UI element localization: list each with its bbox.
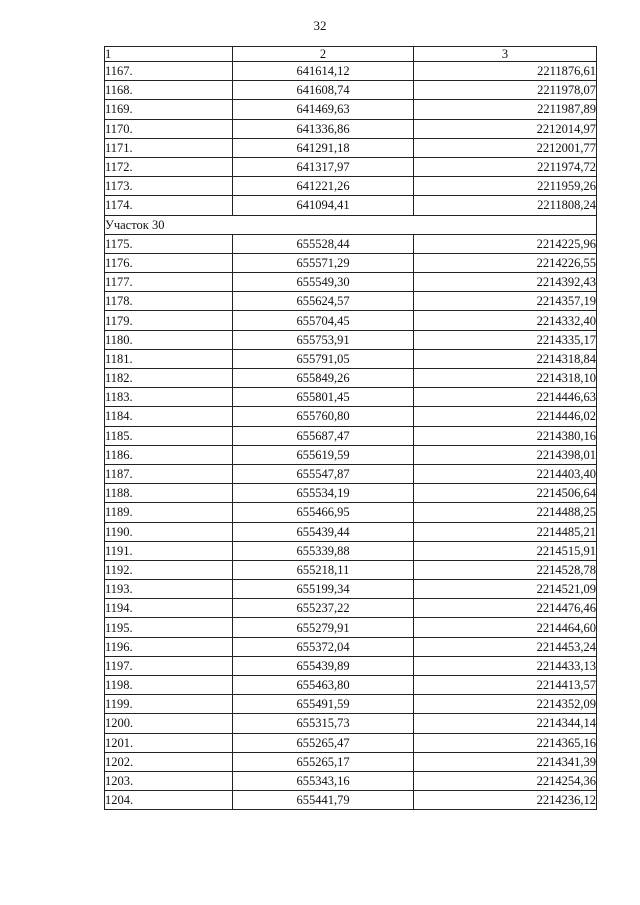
y-coordinate-cell: 2214236,12 — [414, 791, 597, 810]
x-coordinate-cell: 655439,44 — [233, 522, 414, 541]
y-coordinate-cell: 2212001,77 — [414, 138, 597, 157]
y-coordinate-cell: 2214318,84 — [414, 349, 597, 368]
section-title: Участок 30 — [105, 215, 597, 234]
y-coordinate-cell: 2214433,13 — [414, 656, 597, 675]
column-header-1: 1 — [105, 47, 233, 62]
y-coordinate-cell: 2211974,72 — [414, 157, 597, 176]
table-row — [105, 637, 597, 656]
x-coordinate-cell: 655801,45 — [233, 388, 414, 407]
x-coordinate-cell: 641608,74 — [233, 81, 414, 100]
point-number-cell: 1176. — [105, 253, 233, 272]
y-coordinate-cell: 2214521,09 — [414, 580, 597, 599]
x-coordinate-cell: 641291,18 — [233, 138, 414, 157]
table-row — [105, 445, 597, 464]
point-number-cell: 1201. — [105, 733, 233, 752]
table-row — [105, 62, 597, 81]
x-coordinate-cell: 655339,88 — [233, 541, 414, 560]
y-coordinate-cell: 2214485,21 — [414, 522, 597, 541]
x-coordinate-cell: 655199,34 — [233, 580, 414, 599]
point-number-cell: 1184. — [105, 407, 233, 426]
x-coordinate-cell: 655849,26 — [233, 369, 414, 388]
y-coordinate-cell: 2214341,39 — [414, 752, 597, 771]
point-number-cell: 1181. — [105, 349, 233, 368]
x-coordinate-cell: 655279,91 — [233, 618, 414, 637]
y-coordinate-cell: 2214476,46 — [414, 599, 597, 618]
table-row — [105, 580, 597, 599]
table-row — [105, 522, 597, 541]
x-coordinate-cell: 655619,59 — [233, 445, 414, 464]
table-row — [105, 560, 597, 579]
table-row — [105, 100, 597, 119]
x-coordinate-cell: 655547,87 — [233, 464, 414, 483]
x-coordinate-cell: 655372,04 — [233, 637, 414, 656]
y-coordinate-cell: 2214464,60 — [414, 618, 597, 637]
y-coordinate-cell: 2214365,16 — [414, 733, 597, 752]
point-number-cell: 1178. — [105, 292, 233, 311]
table-row — [105, 695, 597, 714]
table-row — [105, 656, 597, 675]
table-row — [105, 714, 597, 733]
y-coordinate-cell: 2214254,36 — [414, 771, 597, 790]
x-coordinate-cell: 655753,91 — [233, 330, 414, 349]
point-number-cell: 1194. — [105, 599, 233, 618]
x-coordinate-cell: 641094,41 — [233, 196, 414, 215]
y-coordinate-cell: 2214352,09 — [414, 695, 597, 714]
y-coordinate-cell: 2214398,01 — [414, 445, 597, 464]
y-coordinate-cell: 2214413,57 — [414, 676, 597, 695]
point-number-cell: 1196. — [105, 637, 233, 656]
table-row — [105, 388, 597, 407]
table-row — [105, 81, 597, 100]
x-coordinate-cell: 655265,47 — [233, 733, 414, 752]
table-row — [105, 273, 597, 292]
x-coordinate-cell: 655534,19 — [233, 484, 414, 503]
table-row — [105, 253, 597, 272]
table-row — [105, 733, 597, 752]
table-row — [105, 369, 597, 388]
point-number-cell: 1197. — [105, 656, 233, 675]
y-coordinate-cell: 2214515,91 — [414, 541, 597, 560]
x-coordinate-cell: 655218,11 — [233, 560, 414, 579]
coordinates-table — [104, 46, 597, 810]
x-coordinate-cell: 655571,29 — [233, 253, 414, 272]
table-row — [105, 349, 597, 368]
point-number-cell: 1186. — [105, 445, 233, 464]
point-number-cell: 1199. — [105, 695, 233, 714]
point-number-cell: 1203. — [105, 771, 233, 790]
x-coordinate-cell: 655549,30 — [233, 273, 414, 292]
y-coordinate-cell: 2214403,40 — [414, 464, 597, 483]
table-row — [105, 292, 597, 311]
table-row — [105, 599, 597, 618]
table-row — [105, 618, 597, 637]
y-coordinate-cell: 2214380,16 — [414, 426, 597, 445]
table-row — [105, 791, 597, 810]
page-number: 32 — [313, 18, 327, 33]
point-number-cell: 1174. — [105, 196, 233, 215]
x-coordinate-cell: 655704,45 — [233, 311, 414, 330]
y-coordinate-cell: 2211978,07 — [414, 81, 597, 100]
x-coordinate-cell: 655441,79 — [233, 791, 414, 810]
point-number-cell: 1191. — [105, 541, 233, 560]
point-number-cell: 1188. — [105, 484, 233, 503]
y-coordinate-cell: 2214225,96 — [414, 234, 597, 253]
point-number-cell: 1190. — [105, 522, 233, 541]
point-number-cell: 1198. — [105, 676, 233, 695]
column-header-2: 2 — [233, 47, 414, 62]
column-header-3: 3 — [414, 47, 597, 62]
y-coordinate-cell: 2214344,14 — [414, 714, 597, 733]
table-row — [105, 676, 597, 695]
point-number-cell: 1182. — [105, 369, 233, 388]
x-coordinate-cell: 655439,89 — [233, 656, 414, 675]
table-row — [105, 234, 597, 253]
point-number-cell: 1175. — [105, 234, 233, 253]
table-body — [105, 62, 597, 810]
x-coordinate-cell: 655265,17 — [233, 752, 414, 771]
y-coordinate-cell: 2214392,43 — [414, 273, 597, 292]
y-coordinate-cell: 2214453,24 — [414, 637, 597, 656]
point-number-cell: 1192. — [105, 560, 233, 579]
x-coordinate-cell: 655466,95 — [233, 503, 414, 522]
point-number-cell: 1179. — [105, 311, 233, 330]
y-coordinate-cell: 2214357,19 — [414, 292, 597, 311]
point-number-cell: 1180. — [105, 330, 233, 349]
x-coordinate-cell: 655791,05 — [233, 349, 414, 368]
point-number-cell: 1187. — [105, 464, 233, 483]
table-row — [105, 426, 597, 445]
point-number-cell: 1170. — [105, 119, 233, 138]
table-row — [105, 311, 597, 330]
table-row — [105, 177, 597, 196]
point-number-cell: 1172. — [105, 157, 233, 176]
table-row — [105, 752, 597, 771]
point-number-cell: 1195. — [105, 618, 233, 637]
x-coordinate-cell: 655528,44 — [233, 234, 414, 253]
y-coordinate-cell: 2214488,25 — [414, 503, 597, 522]
table-row — [105, 138, 597, 157]
point-number-cell: 1200. — [105, 714, 233, 733]
point-number-cell: 1204. — [105, 791, 233, 810]
x-coordinate-cell: 655237,22 — [233, 599, 414, 618]
y-coordinate-cell: 2211959,26 — [414, 177, 597, 196]
y-coordinate-cell: 2212014,97 — [414, 119, 597, 138]
point-number-cell: 1183. — [105, 388, 233, 407]
y-coordinate-cell: 2211808,24 — [414, 196, 597, 215]
table-row — [105, 330, 597, 349]
y-coordinate-cell: 2214226,55 — [414, 253, 597, 272]
y-coordinate-cell: 2211876,61 — [414, 62, 597, 81]
x-coordinate-cell: 655463,80 — [233, 676, 414, 695]
point-number-cell: 1169. — [105, 100, 233, 119]
x-coordinate-cell: 641614,12 — [233, 62, 414, 81]
table-row — [105, 119, 597, 138]
y-coordinate-cell: 2214446,02 — [414, 407, 597, 426]
point-number-cell: 1177. — [105, 273, 233, 292]
table-row — [105, 541, 597, 560]
table-row — [105, 771, 597, 790]
y-coordinate-cell: 2214446,63 — [414, 388, 597, 407]
x-coordinate-cell: 655315,73 — [233, 714, 414, 733]
point-number-cell: 1173. — [105, 177, 233, 196]
x-coordinate-cell: 655760,80 — [233, 407, 414, 426]
point-number-cell: 1171. — [105, 138, 233, 157]
table-row — [105, 407, 597, 426]
table-row — [105, 464, 597, 483]
point-number-cell: 1202. — [105, 752, 233, 771]
table-row — [105, 157, 597, 176]
x-coordinate-cell: 641317,97 — [233, 157, 414, 176]
x-coordinate-cell: 641469,63 — [233, 100, 414, 119]
y-coordinate-cell: 2214332,40 — [414, 311, 597, 330]
x-coordinate-cell: 641336,86 — [233, 119, 414, 138]
y-coordinate-cell: 2214335,17 — [414, 330, 597, 349]
x-coordinate-cell: 641221,26 — [233, 177, 414, 196]
table-row — [105, 503, 597, 522]
point-number-cell: 1167. — [105, 62, 233, 81]
y-coordinate-cell: 2214506,64 — [414, 484, 597, 503]
table-row — [105, 484, 597, 503]
x-coordinate-cell: 655491,59 — [233, 695, 414, 714]
y-coordinate-cell: 2214528,78 — [414, 560, 597, 579]
y-coordinate-cell: 2211987,89 — [414, 100, 597, 119]
x-coordinate-cell: 655624,57 — [233, 292, 414, 311]
section-row — [105, 215, 597, 234]
x-coordinate-cell: 655343,16 — [233, 771, 414, 790]
point-number-cell: 1189. — [105, 503, 233, 522]
y-coordinate-cell: 2214318,10 — [414, 369, 597, 388]
point-number-cell: 1193. — [105, 580, 233, 599]
table-header-row — [105, 47, 597, 62]
point-number-cell: 1168. — [105, 81, 233, 100]
point-number-cell: 1185. — [105, 426, 233, 445]
table-row — [105, 196, 597, 215]
x-coordinate-cell: 655687,47 — [233, 426, 414, 445]
